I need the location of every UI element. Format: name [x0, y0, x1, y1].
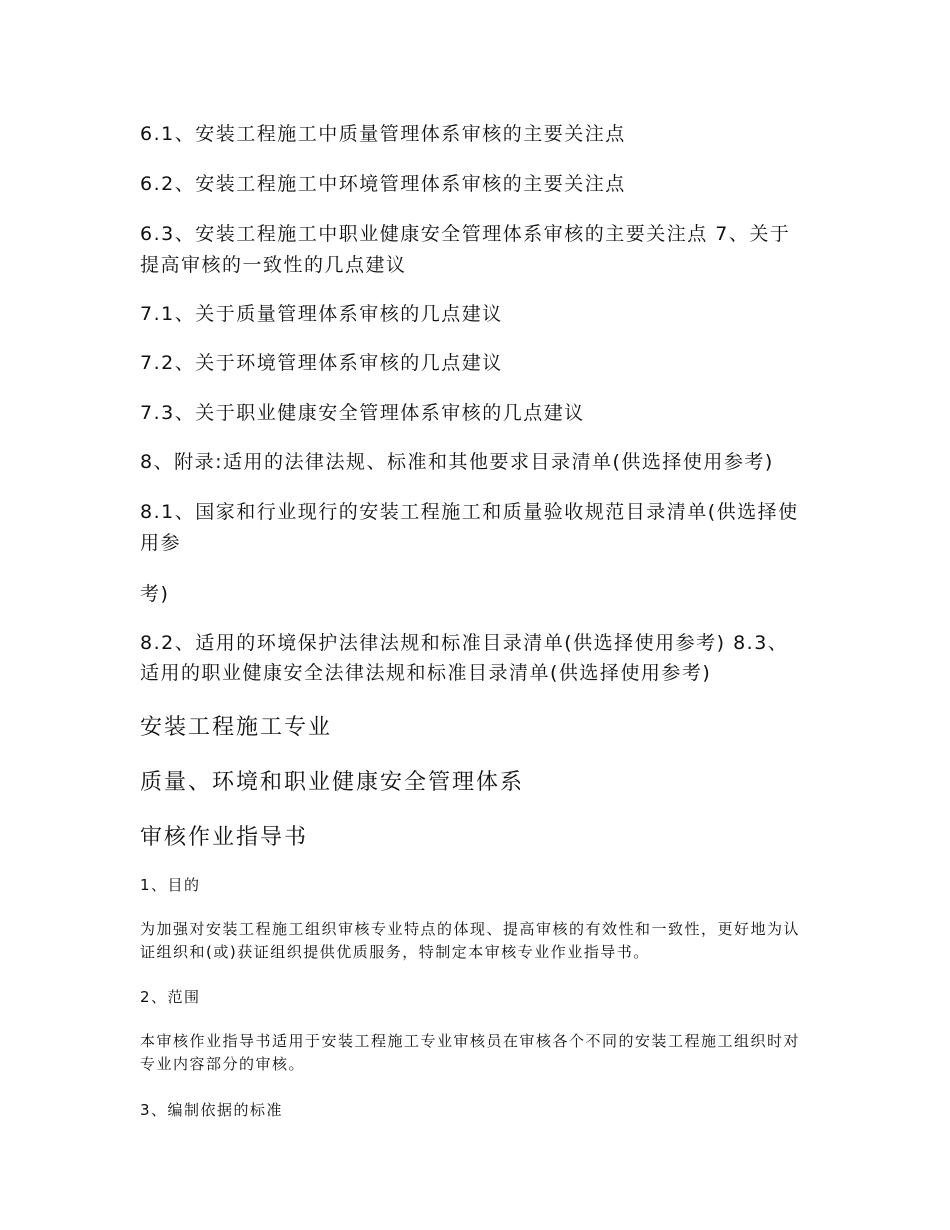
doc-title-line: 安装工程施工专业 [140, 715, 333, 740]
section-heading: 1、目的 [140, 876, 201, 894]
toc-line: 6.1、安装工程施工中质量管理体系审核的主要关注点 [140, 123, 626, 145]
toc-line: 8.1、国家和行业现行的安装工程施工和质量验收规范目录清单(供选择使 [140, 501, 799, 523]
section-heading: 2、范围 [140, 988, 201, 1006]
paragraph-line: 证组织和(或)获证组织提供优质服务，特制定本审核专业作业指导书。 [140, 943, 650, 961]
toc-line: 6.3、安装工程施工中职业健康安全管理体系审核的主要关注点 7、关于 [140, 223, 791, 245]
toc-line: 7.2、关于环境管理体系审核的几点建议 [140, 352, 503, 374]
toc-line: 考) [140, 583, 170, 605]
toc-line: 适用的职业健康安全法律法规和标准目录清单(供选择使用参考) [140, 662, 712, 684]
toc-line: 用参 [140, 532, 182, 554]
toc-line: 7.3、关于职业健康安全管理体系审核的几点建议 [140, 402, 585, 424]
toc-line: 提高审核的一致性的几点建议 [140, 254, 407, 276]
doc-title-line: 审核作业指导书 [140, 825, 309, 850]
paragraph-line: 本审核作业指导书适用于安装工程施工专业审核员在审核各个不同的安装工程施工组织时对 [140, 1032, 801, 1050]
doc-title-line: 质量、环境和职业健康安全管理体系 [140, 770, 525, 795]
paragraph-line: 为加强对安装工程施工组织审核专业特点的体现、提高审核的有效性和一致性，更好地为认 [140, 920, 801, 938]
section-heading: 3、编制依据的标准 [140, 1101, 284, 1119]
toc-line: 8、附录:适用的法律法规、标准和其他要求目录清单(供选择使用参考) [140, 451, 774, 473]
toc-line: 7.1、关于质量管理体系审核的几点建议 [140, 303, 503, 325]
toc-line: 6.2、安装工程施工中环境管理体系审核的主要关注点 [140, 173, 626, 195]
toc-line: 8.2、适用的环境保护法律法规和标准目录清单(供选择使用参考) 8.3、 [140, 632, 789, 654]
paragraph-line: 专业内容部分的审核。 [140, 1055, 306, 1073]
